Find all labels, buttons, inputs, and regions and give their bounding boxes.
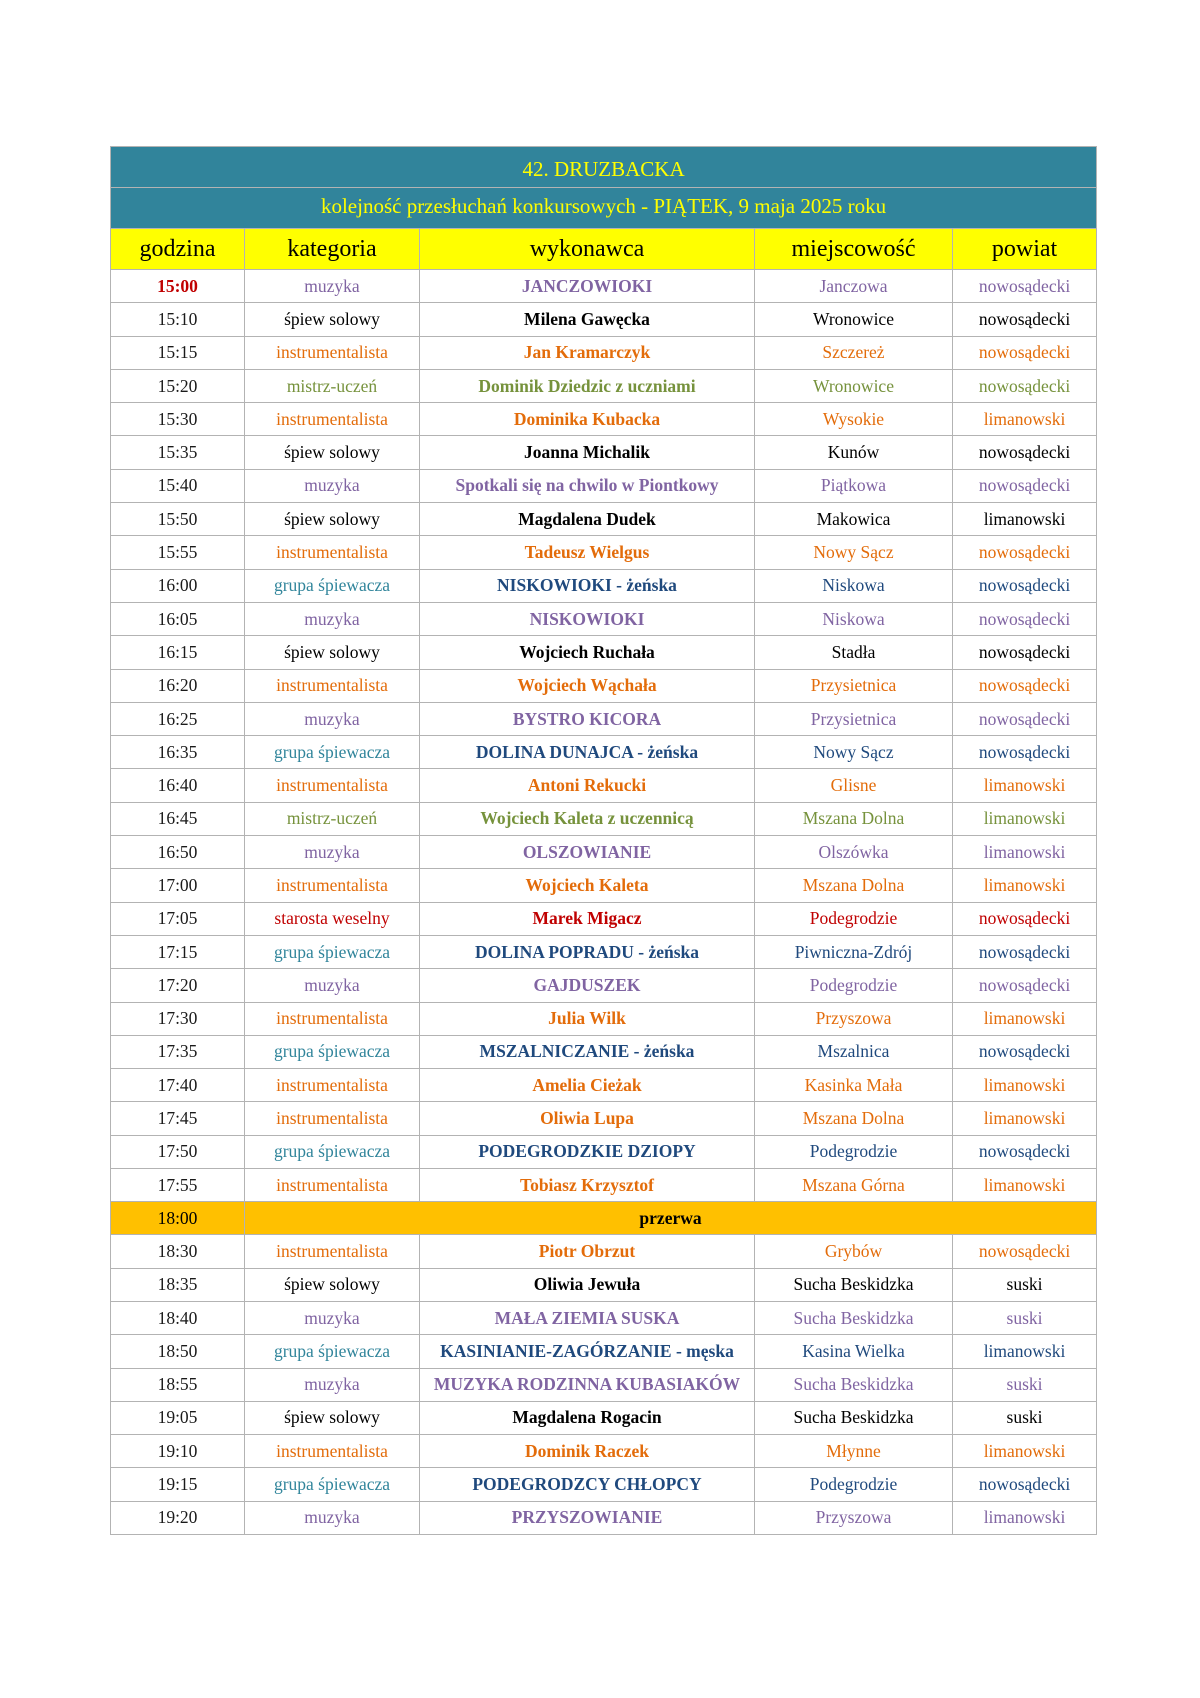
- performer-cell: GAJDUSZEK: [420, 969, 755, 1002]
- performer-cell: KASINIANIE-ZAGÓRZANIE - męska: [420, 1335, 755, 1368]
- time-cell: 16:50: [111, 836, 245, 869]
- town-cell: Młynne: [755, 1435, 953, 1468]
- schedule-table: [110, 146, 1097, 1535]
- schedule-row: [111, 436, 1097, 469]
- county-cell: nowosądecki: [953, 569, 1097, 602]
- performer-cell: Magdalena Dudek: [420, 503, 755, 536]
- category-cell: mistrz-uczeń: [245, 802, 420, 835]
- performer-cell: BYSTRO KICORA: [420, 702, 755, 735]
- county-cell: nowosądecki: [953, 336, 1097, 369]
- performer-cell: MSZALNICZANIE - żeńska: [420, 1035, 755, 1068]
- schedule-row: [111, 503, 1097, 536]
- document-subtitle: kolejność przesłuchań konkursowych - PIĄTEK, 9 maja 2025 roku: [111, 188, 1097, 229]
- county-cell: nowosądecki: [953, 969, 1097, 1002]
- title-row: [111, 147, 1097, 188]
- category-cell: grupa śpiewacza: [245, 1468, 420, 1501]
- town-cell: Przyszowa: [755, 1002, 953, 1035]
- column-header-kategoria: kategoria: [245, 229, 420, 270]
- performer-cell: DOLINA DUNAJCA - żeńska: [420, 736, 755, 769]
- time-cell: 18:30: [111, 1235, 245, 1268]
- performer-cell: Wojciech Ruchała: [420, 636, 755, 669]
- performer-cell: Wojciech Kaleta z uczennicą: [420, 802, 755, 835]
- time-cell: 17:35: [111, 1035, 245, 1068]
- document-title: 42. DRUZBACKA: [111, 147, 1097, 188]
- category-cell: grupa śpiewacza: [245, 1335, 420, 1368]
- category-cell: śpiew solowy: [245, 636, 420, 669]
- county-cell: nowosądecki: [953, 636, 1097, 669]
- time-cell: 17:20: [111, 969, 245, 1002]
- category-cell: muzyka: [245, 969, 420, 1002]
- town-cell: Sucha Beskidzka: [755, 1301, 953, 1334]
- category-cell: instrumentalista: [245, 1235, 420, 1268]
- time-cell: 15:55: [111, 536, 245, 569]
- category-cell: instrumentalista: [245, 669, 420, 702]
- time-cell: 16:35: [111, 736, 245, 769]
- county-cell: nowosądecki: [953, 469, 1097, 502]
- time-cell: 16:00: [111, 569, 245, 602]
- town-cell: Glisne: [755, 769, 953, 802]
- schedule-row: [111, 1401, 1097, 1434]
- schedule-row: [111, 769, 1097, 802]
- time-cell: 15:10: [111, 303, 245, 336]
- town-cell: Nowy Sącz: [755, 536, 953, 569]
- county-cell: limanowski: [953, 1002, 1097, 1035]
- schedule-row: [111, 736, 1097, 769]
- category-cell: grupa śpiewacza: [245, 1035, 420, 1068]
- town-cell: Mszalnica: [755, 1035, 953, 1068]
- county-cell: limanowski: [953, 1169, 1097, 1202]
- schedule-row: [111, 902, 1097, 935]
- category-cell: instrumentalista: [245, 336, 420, 369]
- schedule-body: [111, 270, 1097, 1535]
- category-cell: śpiew solowy: [245, 1401, 420, 1434]
- county-cell: nowosądecki: [953, 1035, 1097, 1068]
- performer-cell: JANCZOWIOKI: [420, 270, 755, 303]
- time-cell: 17:40: [111, 1069, 245, 1102]
- time-cell: 16:05: [111, 602, 245, 635]
- time-cell: 19:10: [111, 1435, 245, 1468]
- county-cell: limanowski: [953, 802, 1097, 835]
- category-cell: instrumentalista: [245, 869, 420, 902]
- time-cell: 15:15: [111, 336, 245, 369]
- time-cell: 17:45: [111, 1102, 245, 1135]
- performer-cell: Dominik Raczek: [420, 1435, 755, 1468]
- time-cell: 16:15: [111, 636, 245, 669]
- category-cell: muzyka: [245, 836, 420, 869]
- time-cell: 15:20: [111, 369, 245, 402]
- time-cell: 17:55: [111, 1169, 245, 1202]
- performer-cell: Tobiasz Krzysztof: [420, 1169, 755, 1202]
- town-cell: Mszana Dolna: [755, 1102, 953, 1135]
- performer-cell: PODEGRODZKIE DZIOPY: [420, 1135, 755, 1168]
- category-cell: grupa śpiewacza: [245, 569, 420, 602]
- county-cell: nowosądecki: [953, 436, 1097, 469]
- town-cell: Piątkowa: [755, 469, 953, 502]
- county-cell: limanowski: [953, 1501, 1097, 1534]
- time-cell: 17:50: [111, 1135, 245, 1168]
- category-cell: muzyka: [245, 1501, 420, 1534]
- town-cell: Stadła: [755, 636, 953, 669]
- time-cell: 15:50: [111, 503, 245, 536]
- performer-cell: Antoni Rekucki: [420, 769, 755, 802]
- column-header-miejscowosc: miejscowość: [755, 229, 953, 270]
- county-cell: nowosądecki: [953, 669, 1097, 702]
- town-cell: Kasina Wielka: [755, 1335, 953, 1368]
- town-cell: Makowica: [755, 503, 953, 536]
- category-cell: muzyka: [245, 702, 420, 735]
- schedule-row: [111, 836, 1097, 869]
- performer-cell: Wojciech Kaleta: [420, 869, 755, 902]
- time-cell: 19:05: [111, 1401, 245, 1434]
- performer-cell: DOLINA POPRADU - żeńska: [420, 935, 755, 968]
- county-cell: limanowski: [953, 1069, 1097, 1102]
- time-cell: 19:20: [111, 1501, 245, 1534]
- performer-cell: Dominik Dziedzic z uczniami: [420, 369, 755, 402]
- performer-cell: OLSZOWIANIE: [420, 836, 755, 869]
- time-cell: 19:15: [111, 1468, 245, 1501]
- schedule-row: [111, 869, 1097, 902]
- town-cell: Niskowa: [755, 569, 953, 602]
- category-cell: grupa śpiewacza: [245, 1135, 420, 1168]
- schedule-row: [111, 1002, 1097, 1035]
- performer-cell: Joanna Michalik: [420, 436, 755, 469]
- county-cell: limanowski: [953, 503, 1097, 536]
- performer-cell: Oliwia Lupa: [420, 1102, 755, 1135]
- time-cell: 16:25: [111, 702, 245, 735]
- county-cell: nowosądecki: [953, 702, 1097, 735]
- time-cell: 15:40: [111, 469, 245, 502]
- county-cell: limanowski: [953, 1102, 1097, 1135]
- time-cell: 17:30: [111, 1002, 245, 1035]
- performer-cell: Tadeusz Wielgus: [420, 536, 755, 569]
- county-cell: suski: [953, 1301, 1097, 1334]
- performer-cell: Marek Migacz: [420, 902, 755, 935]
- time-cell: 16:20: [111, 669, 245, 702]
- time-cell: 18:40: [111, 1301, 245, 1334]
- break-label: przerwa: [245, 1202, 1097, 1235]
- time-cell: 15:35: [111, 436, 245, 469]
- schedule-row: [111, 1135, 1097, 1168]
- schedule-row: [111, 702, 1097, 735]
- town-cell: Wronowice: [755, 369, 953, 402]
- town-cell: Kunów: [755, 436, 953, 469]
- category-cell: starosta weselny: [245, 902, 420, 935]
- category-cell: muzyka: [245, 1368, 420, 1401]
- category-cell: instrumentalista: [245, 1002, 420, 1035]
- time-cell: 17:05: [111, 902, 245, 935]
- time-cell: 16:40: [111, 769, 245, 802]
- schedule-row: [111, 1268, 1097, 1301]
- category-cell: mistrz-uczeń: [245, 369, 420, 402]
- schedule-row: [111, 1069, 1097, 1102]
- town-cell: Podegrodzie: [755, 1135, 953, 1168]
- town-cell: Kasinka Mała: [755, 1069, 953, 1102]
- schedule-row: [111, 336, 1097, 369]
- performer-cell: Dominika Kubacka: [420, 403, 755, 436]
- break-row: [111, 1202, 1097, 1235]
- schedule-row: [111, 1368, 1097, 1401]
- time-cell: 16:45: [111, 802, 245, 835]
- town-cell: Piwniczna-Zdrój: [755, 935, 953, 968]
- county-cell: nowosądecki: [953, 369, 1097, 402]
- category-cell: instrumentalista: [245, 403, 420, 436]
- schedule-row: [111, 1102, 1097, 1135]
- performer-cell: PODEGRODZCY CHŁOPCY: [420, 1468, 755, 1501]
- town-cell: Mszana Górna: [755, 1169, 953, 1202]
- county-cell: limanowski: [953, 403, 1097, 436]
- county-cell: limanowski: [953, 836, 1097, 869]
- break-time: 18:00: [111, 1202, 245, 1235]
- town-cell: Sucha Beskidzka: [755, 1268, 953, 1301]
- county-cell: nowosądecki: [953, 303, 1097, 336]
- category-cell: instrumentalista: [245, 1102, 420, 1135]
- performer-cell: Spotkali się na chwilo w Piontkowy: [420, 469, 755, 502]
- town-cell: Podegrodzie: [755, 1468, 953, 1501]
- county-cell: limanowski: [953, 1335, 1097, 1368]
- schedule-row: [111, 536, 1097, 569]
- time-cell: 18:55: [111, 1368, 245, 1401]
- schedule-row: [111, 1035, 1097, 1068]
- time-cell: 17:15: [111, 935, 245, 968]
- schedule-row: [111, 1435, 1097, 1468]
- subtitle-row: [111, 188, 1097, 229]
- performer-cell: Milena Gawęcka: [420, 303, 755, 336]
- performer-cell: MUZYKA RODZINNA KUBASIAKÓW: [420, 1368, 755, 1401]
- town-cell: Janczowa: [755, 270, 953, 303]
- town-cell: Przysietnica: [755, 669, 953, 702]
- schedule-row: [111, 1335, 1097, 1368]
- category-cell: instrumentalista: [245, 1435, 420, 1468]
- county-cell: suski: [953, 1401, 1097, 1434]
- county-cell: nowosądecki: [953, 902, 1097, 935]
- performer-cell: Amelia Cieżak: [420, 1069, 755, 1102]
- schedule-row: [111, 303, 1097, 336]
- county-cell: nowosądecki: [953, 536, 1097, 569]
- performer-cell: Oliwia Jewuła: [420, 1268, 755, 1301]
- town-cell: Podegrodzie: [755, 969, 953, 1002]
- town-cell: Nowy Sącz: [755, 736, 953, 769]
- schedule-row: [111, 1169, 1097, 1202]
- category-cell: muzyka: [245, 1301, 420, 1334]
- category-cell: muzyka: [245, 602, 420, 635]
- town-cell: Przysietnica: [755, 702, 953, 735]
- schedule-row: [111, 1468, 1097, 1501]
- performer-cell: NISKOWIOKI - żeńska: [420, 569, 755, 602]
- column-header-wykonawca: wykonawca: [420, 229, 755, 270]
- county-cell: limanowski: [953, 869, 1097, 902]
- county-cell: suski: [953, 1368, 1097, 1401]
- performer-cell: Julia Wilk: [420, 1002, 755, 1035]
- town-cell: Niskowa: [755, 602, 953, 635]
- town-cell: Mszana Dolna: [755, 802, 953, 835]
- schedule-row: [111, 569, 1097, 602]
- category-cell: grupa śpiewacza: [245, 935, 420, 968]
- time-cell: 18:35: [111, 1268, 245, 1301]
- schedule-row: [111, 369, 1097, 402]
- category-cell: muzyka: [245, 469, 420, 502]
- category-cell: śpiew solowy: [245, 436, 420, 469]
- county-cell: nowosądecki: [953, 1235, 1097, 1268]
- town-cell: Przyszowa: [755, 1501, 953, 1534]
- town-cell: Olszówka: [755, 836, 953, 869]
- category-cell: śpiew solowy: [245, 503, 420, 536]
- town-cell: Wysokie: [755, 403, 953, 436]
- category-cell: śpiew solowy: [245, 303, 420, 336]
- time-cell: 15:00: [111, 270, 245, 303]
- county-cell: limanowski: [953, 1435, 1097, 1468]
- schedule-row: [111, 1301, 1097, 1334]
- town-cell: Szczereż: [755, 336, 953, 369]
- town-cell: Wronowice: [755, 303, 953, 336]
- town-cell: Sucha Beskidzka: [755, 1368, 953, 1401]
- performer-cell: Wojciech Wąchała: [420, 669, 755, 702]
- column-header-row: [111, 229, 1097, 270]
- town-cell: Mszana Dolna: [755, 869, 953, 902]
- schedule-row: [111, 935, 1097, 968]
- county-cell: suski: [953, 1268, 1097, 1301]
- county-cell: nowosądecki: [953, 1135, 1097, 1168]
- town-cell: Sucha Beskidzka: [755, 1401, 953, 1434]
- category-cell: śpiew solowy: [245, 1268, 420, 1301]
- category-cell: instrumentalista: [245, 769, 420, 802]
- schedule-row: [111, 469, 1097, 502]
- schedule-row: [111, 1235, 1097, 1268]
- schedule-row: [111, 636, 1097, 669]
- performer-cell: MAŁA ZIEMIA SUSKA: [420, 1301, 755, 1334]
- county-cell: nowosądecki: [953, 935, 1097, 968]
- time-cell: 15:30: [111, 403, 245, 436]
- performer-cell: Jan Kramarczyk: [420, 336, 755, 369]
- performer-cell: Magdalena Rogacin: [420, 1401, 755, 1434]
- county-cell: nowosądecki: [953, 602, 1097, 635]
- schedule-row: [111, 602, 1097, 635]
- column-header-powiat: powiat: [953, 229, 1097, 270]
- category-cell: instrumentalista: [245, 1169, 420, 1202]
- schedule-row: [111, 403, 1097, 436]
- schedule-row: [111, 1501, 1097, 1534]
- county-cell: nowosądecki: [953, 736, 1097, 769]
- county-cell: nowosądecki: [953, 270, 1097, 303]
- schedule-row: [111, 669, 1097, 702]
- town-cell: Podegrodzie: [755, 902, 953, 935]
- county-cell: nowosądecki: [953, 1468, 1097, 1501]
- category-cell: instrumentalista: [245, 1069, 420, 1102]
- category-cell: muzyka: [245, 270, 420, 303]
- schedule-row: [111, 802, 1097, 835]
- category-cell: instrumentalista: [245, 536, 420, 569]
- performer-cell: PRZYSZOWIANIE: [420, 1501, 755, 1534]
- county-cell: limanowski: [953, 769, 1097, 802]
- schedule-row: [111, 969, 1097, 1002]
- performer-cell: NISKOWIOKI: [420, 602, 755, 635]
- category-cell: grupa śpiewacza: [245, 736, 420, 769]
- time-cell: 17:00: [111, 869, 245, 902]
- town-cell: Grybów: [755, 1235, 953, 1268]
- performer-cell: Piotr Obrzut: [420, 1235, 755, 1268]
- schedule-row: [111, 270, 1097, 303]
- time-cell: 18:50: [111, 1335, 245, 1368]
- column-header-godzina: godzina: [111, 229, 245, 270]
